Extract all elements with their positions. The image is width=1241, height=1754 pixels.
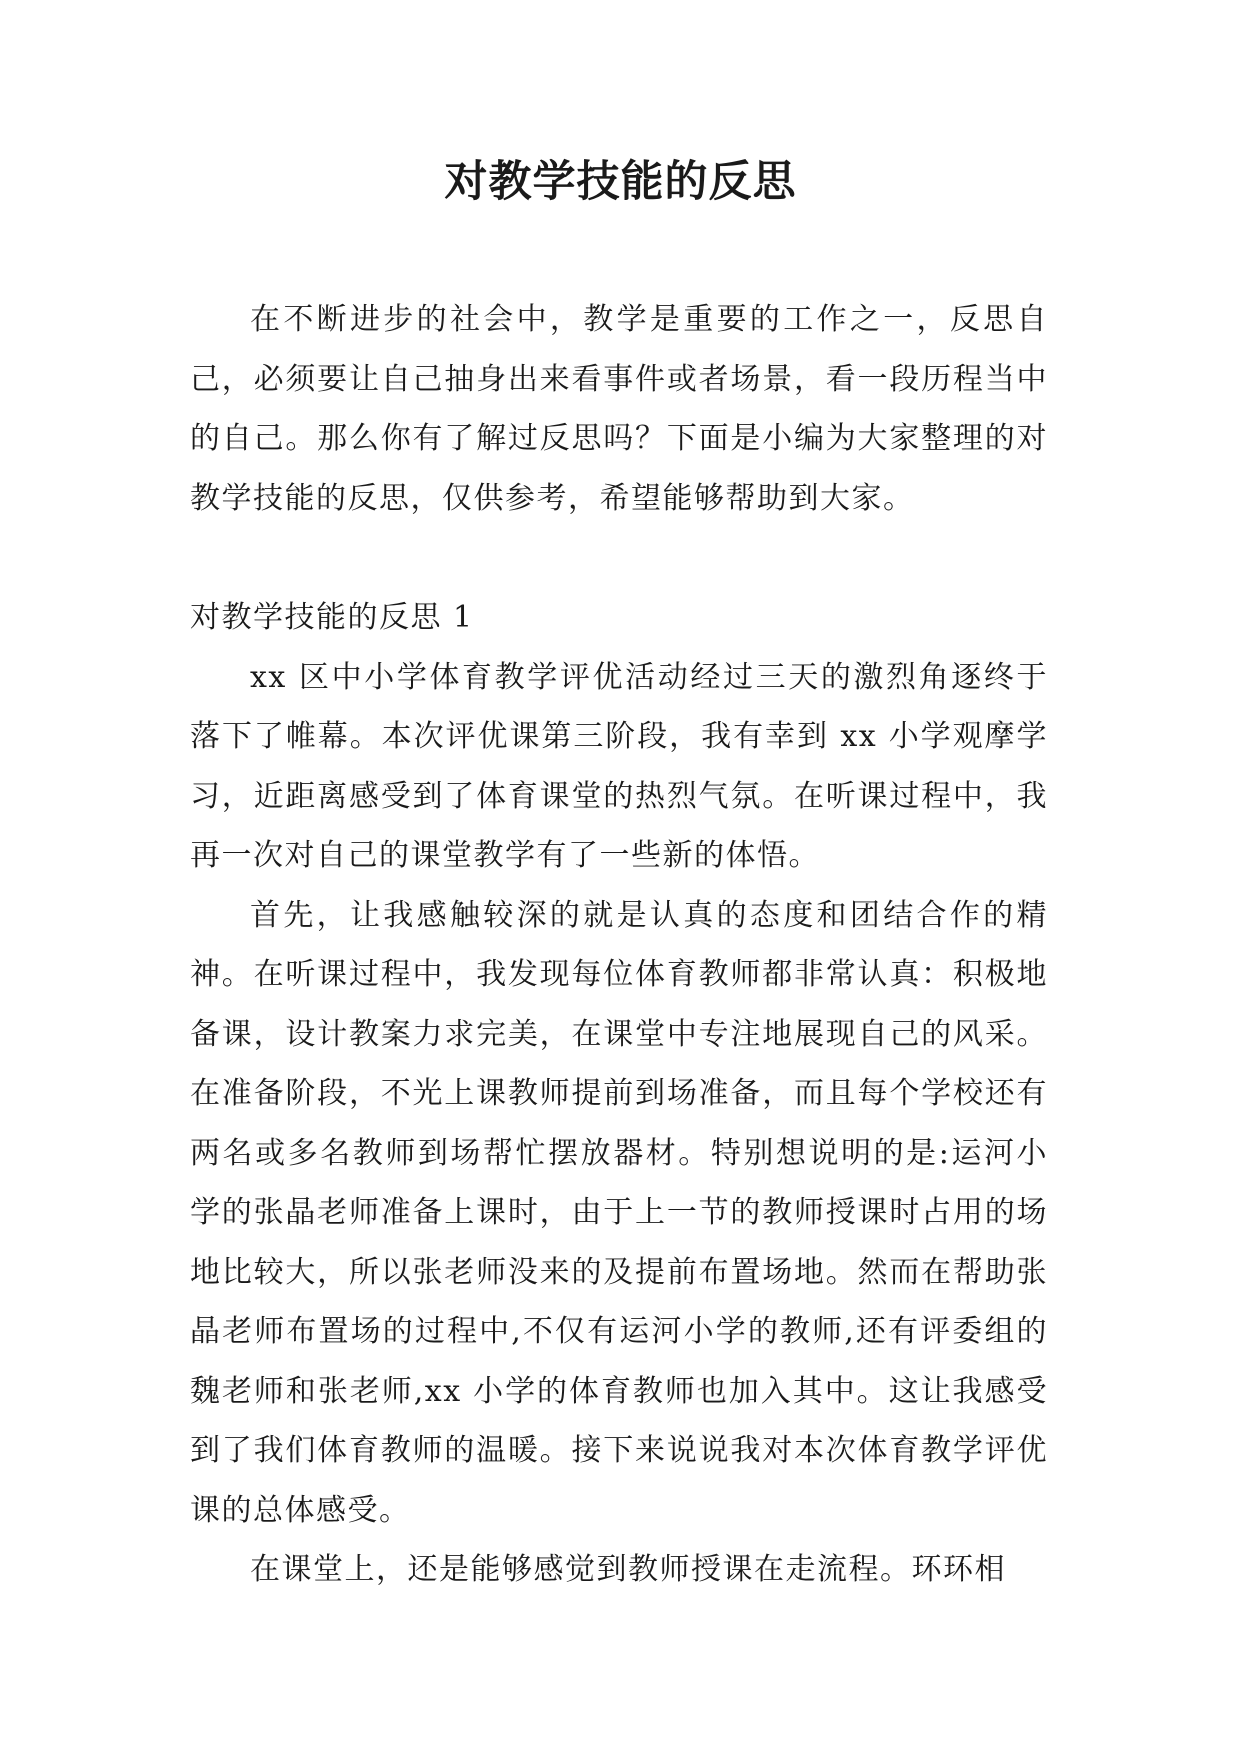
intro-paragraph: 在不断进步的社会中，教学是重要的工作之一，反思自己，必须要让自己抽身出来看事件或者场景，看一段历程当中的自己。那么你有了解过反思吗？下面是小编为大家整理的对教学技能的反思，仅供参考，希望能够帮助到大家。	[190, 302, 1048, 516]
section-heading: 对教学技能的反思 1	[190, 600, 474, 635]
document-body	[190, 290, 1048, 1600]
document-title: 对教学技能的反思	[444, 157, 797, 207]
body-paragraph: xx 区中小学体育教学评优活动经过三天的激烈角逐终于落下了帷幕。本次评优课第三阶段，我有幸到 xx 小学观摩学习，近距离感受到了体育课堂的热烈气氛。在听课过程中，我再一次对自己的课堂教学有了一些新的体悟。	[190, 659, 1048, 873]
body-paragraph: 在课堂上，还是能够感觉到教师授课在走流程。环环相	[250, 1552, 1006, 1587]
body-paragraph: 首先，让我感触较深的就是认真的态度和团结合作的精神。在听课过程中，我发现每位体育教师都非常认真：积极地备课，设计教案力求完美，在课堂中专注地展现自己的风采。在准备阶段，不光上课教师提前到场准备，而且每个学校还有两名或多名教师到场帮忙摆放器材。特别想说明的是:运河小学的张晶老师准备上课时，由于上一节的教师授课时占用的场地比较大，所以张老师没来的及提前布置场地。然而在帮助张晶老师布置场的过程中,不仅有运河小学的教师,还有评委组的魏老师和张老师,xx 小学的体育教师也加入其中。这让我感受到了我们体育教师的温暖。接下来说说我对本次体育教学评优课的总体感受。	[190, 897, 1048, 1528]
